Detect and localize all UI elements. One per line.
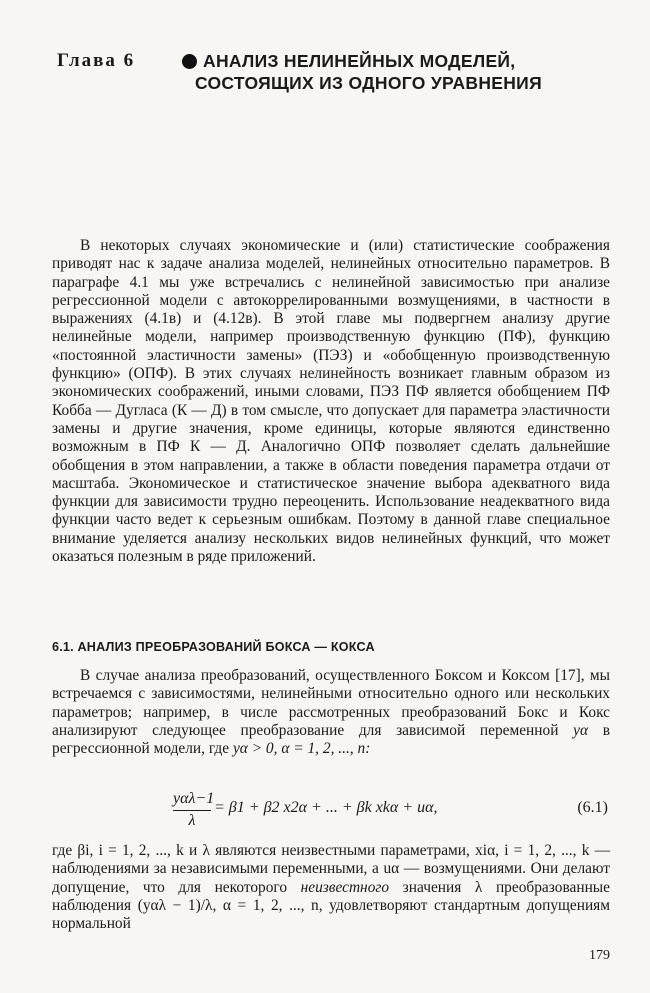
equation-numerator: yαλ−1 (173, 790, 215, 807)
section-paragraph (52, 667, 610, 758)
equation-number: (6.1) (577, 799, 608, 816)
chapter-label: Глава 6 (57, 50, 136, 71)
dependent-variable: yα (573, 721, 589, 739)
equation-rhs: = β1 + β2 x2α + ... + βk xkα + uα, (214, 799, 438, 816)
page-number: 179 (589, 948, 610, 963)
chapter-title (195, 50, 542, 94)
equation-denominator: λ (188, 812, 196, 829)
section-paragraph-text: В случае анализа преобразований, осуществленного Боксом и Коксом [17], мы встречаемся с зависимостями, нелинейными относительно одного или нескольких параметров; например, в числе рассмотренных преобразований Бокс и Кокс анализируют следующее преобразование для зависимой переменной (52, 667, 610, 739)
equation-fraction (173, 789, 215, 830)
intro-paragraph: В некоторых случаях экономические и (или) статистические соображения приводят нас к задаче анализа моделей, нелинейных относительно параметров. В параграфе 4.1 мы уже встречались с нелинейной зависимостью при анализе регрессионной модели с автокоррелированными возмущениями, в частности в выражениях (4.1в) и (4.12в). В этой главе мы подвергнем анализу другие нелинейные модели, например производственную функцию (ПФ), функцию «постоянной эластичности замены» (ПЭЗ) и «обобщенную производственную функцию» (ОПФ). В этих случаях нелинейность возникает главным образом из экономических соображений, иными словами, ПЭЗ ПФ является обобщением ПФ Кобба — Дугласа (К — Д) в том смысле, что допускает для параметра эластичности замены и другие значения, кроме единицы, которые являются единственно возможным в ПФ К — Д. Аналогично ОПФ позволяет сделать дальнейшие обобщения в этом направлении, а также в области поведения параметра отдачи от масштаба. Экономическое и статистическое значение выбора адекватного вида функции для зависимости трудно переоценить. Использование неадекватного вида функции часто ведет к серьезным ошибкам. Поэтому в данной главе специальное внимание уделяется анализу нескольких видов нелинейных функций, что может оказаться полезным в ряде приложений. (52, 237, 610, 566)
fraction-bar (173, 810, 211, 811)
emphasized-word: неизвестного (300, 878, 390, 896)
positivity-condition: yα > 0, α = 1, 2, ..., n: (232, 740, 371, 758)
chapter-title-line-2: СОСТОЯЩИХ ИЗ ОДНОГО УРАВНЕНИЯ (195, 73, 542, 93)
chapter-title-line-1: АНАЛИЗ НЕЛИНЕЙНЫХ МОДЕЛЕЙ, (203, 51, 516, 71)
section-heading: 6.1. АНАЛИЗ ПРЕОБРАЗОВАНИЙ БОКСА — КОКСА (52, 640, 375, 654)
after-equation-text-1: где βi, i = 1, 2, ..., k и λ являются неизвестными параметрами, xiα, i = 1, 2, ..., k — наблюдениями за независимыми переменными, а uα — возмущениями. Они делают допущение, что для некоторого (52, 842, 610, 896)
after-equation-text-2: значения λ преобразованные наблюдения (yαλ − 1)/λ, α = 1, 2, ..., n, удовлетворяют стандартным допущениям нормальной (52, 878, 610, 933)
equation-6-1 (52, 789, 610, 833)
after-equation-paragraph (52, 842, 610, 933)
bullet-icon (182, 54, 197, 69)
section-paragraph-text-2: в регрессионной модели, где (52, 721, 610, 758)
